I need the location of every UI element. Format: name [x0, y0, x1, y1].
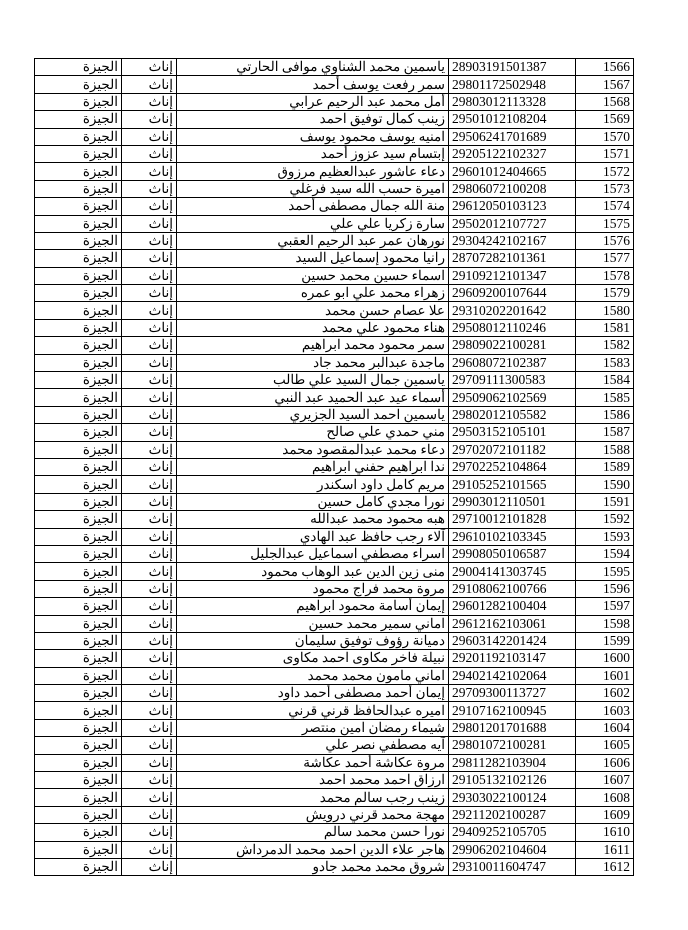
- table-row: [35, 319, 634, 336]
- governorate-cell: الجيزة: [35, 337, 122, 354]
- table-row: [35, 685, 634, 702]
- governorate-cell: الجيزة: [35, 789, 122, 806]
- name-cell: ارزاق احمد محمد احمد: [177, 772, 449, 789]
- name-cell: هناء محمود علي محمد: [177, 319, 449, 336]
- records-table-body: [35, 59, 634, 876]
- national-id-cell: 29603142201424: [449, 632, 576, 649]
- name-cell: هاجر علاء الدين احمد محمد الدمرداش: [177, 841, 449, 858]
- governorate-cell: الجيزة: [35, 719, 122, 736]
- table-row: [35, 737, 634, 754]
- name-cell: امنيه يوسف محمود يوسف: [177, 128, 449, 145]
- governorate-cell: الجيزة: [35, 76, 122, 93]
- name-cell: نورا مجدي كامل حسين: [177, 493, 449, 510]
- gender-cell: إناث: [122, 354, 177, 371]
- national-id-cell: 29906202104604: [449, 841, 576, 858]
- gender-cell: إناث: [122, 128, 177, 145]
- gender-cell: إناث: [122, 702, 177, 719]
- row-number-cell: 1584: [576, 372, 634, 389]
- table-row: [35, 528, 634, 545]
- name-cell: نورهان عمر عبد الرحيم العقبي: [177, 232, 449, 249]
- gender-cell: إناث: [122, 615, 177, 632]
- gender-cell: إناث: [122, 111, 177, 128]
- gender-cell: إناث: [122, 441, 177, 458]
- national-id-cell: 29310202201642: [449, 302, 576, 319]
- governorate-cell: الجيزة: [35, 354, 122, 371]
- table-row: [35, 372, 634, 389]
- table-row: [35, 302, 634, 319]
- table-row: [35, 667, 634, 684]
- national-id-cell: 29803012113328: [449, 93, 576, 110]
- governorate-cell: الجيزة: [35, 232, 122, 249]
- table-row: [35, 163, 634, 180]
- gender-cell: إناث: [122, 337, 177, 354]
- row-number-cell: 1597: [576, 598, 634, 615]
- table-row: [35, 476, 634, 493]
- governorate-cell: الجيزة: [35, 702, 122, 719]
- name-cell: نبيلة فاخر مكاوى احمد مكاوى: [177, 650, 449, 667]
- name-cell: إيمان أسامة محمود ابراهيم: [177, 598, 449, 615]
- national-id-cell: 29502012107727: [449, 215, 576, 232]
- governorate-cell: الجيزة: [35, 458, 122, 475]
- governorate-cell: الجيزة: [35, 441, 122, 458]
- gender-cell: إناث: [122, 528, 177, 545]
- national-id-cell: 29610102103345: [449, 528, 576, 545]
- national-id-cell: 29506241701689: [449, 128, 576, 145]
- gender-cell: إناث: [122, 858, 177, 875]
- national-id-cell: 29601282100404: [449, 598, 576, 615]
- row-number-cell: 1582: [576, 337, 634, 354]
- governorate-cell: الجيزة: [35, 841, 122, 858]
- governorate-cell: الجيزة: [35, 858, 122, 875]
- table-row: [35, 267, 634, 284]
- national-id-cell: 29109212101347: [449, 267, 576, 284]
- table-row: [35, 337, 634, 354]
- national-id-cell: 29710012101828: [449, 511, 576, 528]
- national-id-cell: 29709300113727: [449, 685, 576, 702]
- row-number-cell: 1599: [576, 632, 634, 649]
- name-cell: زهراء محمد علي ابو عمره: [177, 285, 449, 302]
- governorate-cell: الجيزة: [35, 389, 122, 406]
- records-table: [34, 58, 634, 876]
- table-row: [35, 702, 634, 719]
- gender-cell: إناث: [122, 93, 177, 110]
- table-row: [35, 93, 634, 110]
- row-number-cell: 1585: [576, 389, 634, 406]
- governorate-cell: الجيزة: [35, 372, 122, 389]
- row-number-cell: 1601: [576, 667, 634, 684]
- gender-cell: إناث: [122, 180, 177, 197]
- name-cell: زينب كمال توفيق احمد: [177, 111, 449, 128]
- national-id-cell: 29601012404665: [449, 163, 576, 180]
- table-row: [35, 719, 634, 736]
- national-id-cell: 29903012110501: [449, 493, 576, 510]
- name-cell: مهجة محمد قرني درويش: [177, 806, 449, 823]
- name-cell: آلاء رجب حافظ عبد الهادي: [177, 528, 449, 545]
- national-id-cell: 29105252101565: [449, 476, 576, 493]
- national-id-cell: 29509062102569: [449, 389, 576, 406]
- gender-cell: إناث: [122, 285, 177, 302]
- governorate-cell: الجيزة: [35, 93, 122, 110]
- gender-cell: إناث: [122, 754, 177, 771]
- row-number-cell: 1598: [576, 615, 634, 632]
- row-number-cell: 1589: [576, 458, 634, 475]
- row-number-cell: 1610: [576, 824, 634, 841]
- name-cell: ندا ابراهيم حفني ابراهيم: [177, 458, 449, 475]
- governorate-cell: الجيزة: [35, 685, 122, 702]
- national-id-cell: 28707282101361: [449, 250, 576, 267]
- governorate-cell: الجيزة: [35, 563, 122, 580]
- governorate-cell: الجيزة: [35, 615, 122, 632]
- name-cell: مريم كامل داود اسكندر: [177, 476, 449, 493]
- governorate-cell: الجيزة: [35, 598, 122, 615]
- governorate-cell: الجيزة: [35, 215, 122, 232]
- governorate-cell: الجيزة: [35, 806, 122, 823]
- table-row: [35, 493, 634, 510]
- row-number-cell: 1571: [576, 145, 634, 162]
- table-row: [35, 354, 634, 371]
- national-id-cell: 29608072102387: [449, 354, 576, 371]
- governorate-cell: الجيزة: [35, 319, 122, 336]
- row-number-cell: 1606: [576, 754, 634, 771]
- national-id-cell: 29105132102126: [449, 772, 576, 789]
- governorate-cell: الجيزة: [35, 163, 122, 180]
- name-cell: سمر رفعت يوسف أحمد: [177, 76, 449, 93]
- governorate-cell: الجيزة: [35, 128, 122, 145]
- row-number-cell: 1591: [576, 493, 634, 510]
- governorate-cell: الجيزة: [35, 145, 122, 162]
- governorate-cell: الجيزة: [35, 737, 122, 754]
- governorate-cell: الجيزة: [35, 406, 122, 423]
- national-id-cell: 29809022100281: [449, 337, 576, 354]
- gender-cell: إناث: [122, 372, 177, 389]
- gender-cell: إناث: [122, 511, 177, 528]
- row-number-cell: 1587: [576, 424, 634, 441]
- governorate-cell: الجيزة: [35, 180, 122, 197]
- national-id-cell: 29501012108204: [449, 111, 576, 128]
- name-cell: إبتسام سيد عزوز أحمد: [177, 145, 449, 162]
- row-number-cell: 1577: [576, 250, 634, 267]
- national-id-cell: 29801172502948: [449, 76, 576, 93]
- governorate-cell: الجيزة: [35, 580, 122, 597]
- table-row: [35, 806, 634, 823]
- national-id-cell: 29806072100208: [449, 180, 576, 197]
- governorate-cell: الجيزة: [35, 198, 122, 215]
- gender-cell: إناث: [122, 59, 177, 76]
- row-number-cell: 1586: [576, 406, 634, 423]
- governorate-cell: الجيزة: [35, 667, 122, 684]
- table-row: [35, 232, 634, 249]
- name-cell: ياسمين محمد الشناوي موافى الحارتي: [177, 59, 449, 76]
- national-id-cell: 29801072100281: [449, 737, 576, 754]
- name-cell: سمر محمود محمد ابراهيم: [177, 337, 449, 354]
- national-id-cell: 29801201701688: [449, 719, 576, 736]
- gender-cell: إناث: [122, 424, 177, 441]
- national-id-cell: 29402142102064: [449, 667, 576, 684]
- table-row: [35, 824, 634, 841]
- row-number-cell: 1575: [576, 215, 634, 232]
- gender-cell: إناث: [122, 163, 177, 180]
- national-id-cell: 29004141303745: [449, 563, 576, 580]
- table-row: [35, 198, 634, 215]
- row-number-cell: 1574: [576, 198, 634, 215]
- national-id-cell: 29702072101182: [449, 441, 576, 458]
- governorate-cell: الجيزة: [35, 772, 122, 789]
- gender-cell: إناث: [122, 598, 177, 615]
- table-row: [35, 458, 634, 475]
- name-cell: دعاء محمد عبدالمقصود محمد: [177, 441, 449, 458]
- gender-cell: إناث: [122, 806, 177, 823]
- name-cell: آيه مصطفي نصر علي: [177, 737, 449, 754]
- table-row: [35, 841, 634, 858]
- governorate-cell: الجيزة: [35, 493, 122, 510]
- governorate-cell: الجيزة: [35, 111, 122, 128]
- row-number-cell: 1608: [576, 789, 634, 806]
- name-cell: اميرة حسب الله سيد فرغلي: [177, 180, 449, 197]
- table-row: [35, 615, 634, 632]
- governorate-cell: الجيزة: [35, 476, 122, 493]
- row-number-cell: 1581: [576, 319, 634, 336]
- national-id-cell: 29211202100287: [449, 806, 576, 823]
- governorate-cell: الجيزة: [35, 250, 122, 267]
- row-number-cell: 1602: [576, 685, 634, 702]
- name-cell: علا عصام حسن محمد: [177, 302, 449, 319]
- governorate-cell: الجيزة: [35, 824, 122, 841]
- name-cell: هبه محمود محمد عبدالله: [177, 511, 449, 528]
- national-id-cell: 29107162100945: [449, 702, 576, 719]
- national-id-cell: 29108062100766: [449, 580, 576, 597]
- name-cell: اسماء حسين محمد حسين: [177, 267, 449, 284]
- name-cell: مروة عكاشة أحمد عكاشة: [177, 754, 449, 771]
- national-id-cell: 29609200107644: [449, 285, 576, 302]
- gender-cell: إناث: [122, 667, 177, 684]
- row-number-cell: 1570: [576, 128, 634, 145]
- table-row: [35, 580, 634, 597]
- national-id-cell: 29201192103147: [449, 650, 576, 667]
- table-row: [35, 441, 634, 458]
- name-cell: شروق محمد محمد جادو: [177, 858, 449, 875]
- name-cell: أسماء عيد عبد الحميد عبد النبي: [177, 389, 449, 406]
- name-cell: نورا حسن محمد سالم: [177, 824, 449, 841]
- governorate-cell: الجيزة: [35, 285, 122, 302]
- table-row: [35, 632, 634, 649]
- table-row: [35, 598, 634, 615]
- gender-cell: إناث: [122, 824, 177, 841]
- gender-cell: إناث: [122, 650, 177, 667]
- governorate-cell: الجيزة: [35, 545, 122, 562]
- gender-cell: إناث: [122, 76, 177, 93]
- row-number-cell: 1576: [576, 232, 634, 249]
- gender-cell: إناث: [122, 737, 177, 754]
- name-cell: اماني سمير محمد حسين: [177, 615, 449, 632]
- name-cell: أمل محمد عبد الرحيم عرابي: [177, 93, 449, 110]
- name-cell: زينب رجب سالم محمد: [177, 789, 449, 806]
- row-number-cell: 1594: [576, 545, 634, 562]
- row-number-cell: 1603: [576, 702, 634, 719]
- row-number-cell: 1592: [576, 511, 634, 528]
- gender-cell: إناث: [122, 772, 177, 789]
- gender-cell: إناث: [122, 198, 177, 215]
- national-id-cell: 28903191501387: [449, 59, 576, 76]
- name-cell: اماني مامون محمد محمد: [177, 667, 449, 684]
- table-row: [35, 180, 634, 197]
- row-number-cell: 1612: [576, 858, 634, 875]
- table-row: [35, 545, 634, 562]
- gender-cell: إناث: [122, 545, 177, 562]
- table-row: [35, 111, 634, 128]
- governorate-cell: الجيزة: [35, 632, 122, 649]
- table-row: [35, 250, 634, 267]
- national-id-cell: 29310011604747: [449, 858, 576, 875]
- national-id-cell: 29908050106587: [449, 545, 576, 562]
- row-number-cell: 1604: [576, 719, 634, 736]
- gender-cell: إناث: [122, 493, 177, 510]
- row-number-cell: 1566: [576, 59, 634, 76]
- table-row: [35, 285, 634, 302]
- gender-cell: إناث: [122, 406, 177, 423]
- gender-cell: إناث: [122, 267, 177, 284]
- gender-cell: إناث: [122, 302, 177, 319]
- row-number-cell: 1600: [576, 650, 634, 667]
- national-id-cell: 29303022100124: [449, 789, 576, 806]
- table-row: [35, 59, 634, 76]
- name-cell: ماجدة عبدالبر محمد جاد: [177, 354, 449, 371]
- national-id-cell: 29503152105101: [449, 424, 576, 441]
- gender-cell: إناث: [122, 145, 177, 162]
- name-cell: منى زين الدين عبد الوهاب محمود: [177, 563, 449, 580]
- national-id-cell: 29709111300583: [449, 372, 576, 389]
- table-row: [35, 406, 634, 423]
- name-cell: ياسمين احمد السيد الجزيري: [177, 406, 449, 423]
- governorate-cell: الجيزة: [35, 511, 122, 528]
- national-id-cell: 29702252104864: [449, 458, 576, 475]
- row-number-cell: 1593: [576, 528, 634, 545]
- table-row: [35, 563, 634, 580]
- row-number-cell: 1596: [576, 580, 634, 597]
- row-number-cell: 1567: [576, 76, 634, 93]
- row-number-cell: 1605: [576, 737, 634, 754]
- gender-cell: إناث: [122, 789, 177, 806]
- gender-cell: إناث: [122, 319, 177, 336]
- gender-cell: إناث: [122, 458, 177, 475]
- gender-cell: إناث: [122, 215, 177, 232]
- name-cell: دميانة رؤوف توفيق سليمان: [177, 632, 449, 649]
- name-cell: سارة زكريا علي علي: [177, 215, 449, 232]
- governorate-cell: الجيزة: [35, 267, 122, 284]
- name-cell: إيمان أحمد مصطفى أحمد داود: [177, 685, 449, 702]
- gender-cell: إناث: [122, 476, 177, 493]
- row-number-cell: 1609: [576, 806, 634, 823]
- table-row: [35, 76, 634, 93]
- row-number-cell: 1583: [576, 354, 634, 371]
- name-cell: اسراء مصطفي اسماعيل عبدالجليل: [177, 545, 449, 562]
- gender-cell: إناث: [122, 685, 177, 702]
- name-cell: مني حمدي علي صالح: [177, 424, 449, 441]
- national-id-cell: 29304242102167: [449, 232, 576, 249]
- name-cell: منة الله جمال مصطفى أحمد: [177, 198, 449, 215]
- national-id-cell: 29612050103123: [449, 198, 576, 215]
- row-number-cell: 1580: [576, 302, 634, 319]
- row-number-cell: 1573: [576, 180, 634, 197]
- governorate-cell: الجيزة: [35, 59, 122, 76]
- governorate-cell: الجيزة: [35, 754, 122, 771]
- table-row: [35, 424, 634, 441]
- name-cell: شيماء رمضان امين منتصر: [177, 719, 449, 736]
- table-row: [35, 511, 634, 528]
- national-id-cell: 29802012105582: [449, 406, 576, 423]
- gender-cell: إناث: [122, 719, 177, 736]
- row-number-cell: 1579: [576, 285, 634, 302]
- table-row: [35, 789, 634, 806]
- name-cell: دعاء عاشور عبدالعظيم مرزوق: [177, 163, 449, 180]
- table-row: [35, 650, 634, 667]
- name-cell: رانيا محمود إسماعيل السيد: [177, 250, 449, 267]
- table-row: [35, 389, 634, 406]
- row-number-cell: 1568: [576, 93, 634, 110]
- row-number-cell: 1569: [576, 111, 634, 128]
- row-number-cell: 1607: [576, 772, 634, 789]
- table-row: [35, 754, 634, 771]
- row-number-cell: 1590: [576, 476, 634, 493]
- gender-cell: إناث: [122, 232, 177, 249]
- national-id-cell: 29508012110246: [449, 319, 576, 336]
- table-row: [35, 858, 634, 875]
- row-number-cell: 1578: [576, 267, 634, 284]
- national-id-cell: 29205122102327: [449, 145, 576, 162]
- name-cell: مروة محمد فراج محمود: [177, 580, 449, 597]
- gender-cell: إناث: [122, 250, 177, 267]
- gender-cell: إناث: [122, 389, 177, 406]
- row-number-cell: 1572: [576, 163, 634, 180]
- gender-cell: إناث: [122, 580, 177, 597]
- gender-cell: إناث: [122, 841, 177, 858]
- table-row: [35, 215, 634, 232]
- national-id-cell: 29811282103904: [449, 754, 576, 771]
- row-number-cell: 1588: [576, 441, 634, 458]
- gender-cell: إناث: [122, 563, 177, 580]
- name-cell: ياسمين جمال السيد علي طالب: [177, 372, 449, 389]
- gender-cell: إناث: [122, 632, 177, 649]
- table-row: [35, 128, 634, 145]
- row-number-cell: 1595: [576, 563, 634, 580]
- table-row: [35, 145, 634, 162]
- governorate-cell: الجيزة: [35, 424, 122, 441]
- national-id-cell: 29409252105705: [449, 824, 576, 841]
- governorate-cell: الجيزة: [35, 302, 122, 319]
- name-cell: اميره عبدالحافظ قرني قرني: [177, 702, 449, 719]
- table-row: [35, 772, 634, 789]
- row-number-cell: 1611: [576, 841, 634, 858]
- national-id-cell: 29612162103061: [449, 615, 576, 632]
- governorate-cell: الجيزة: [35, 650, 122, 667]
- governorate-cell: الجيزة: [35, 528, 122, 545]
